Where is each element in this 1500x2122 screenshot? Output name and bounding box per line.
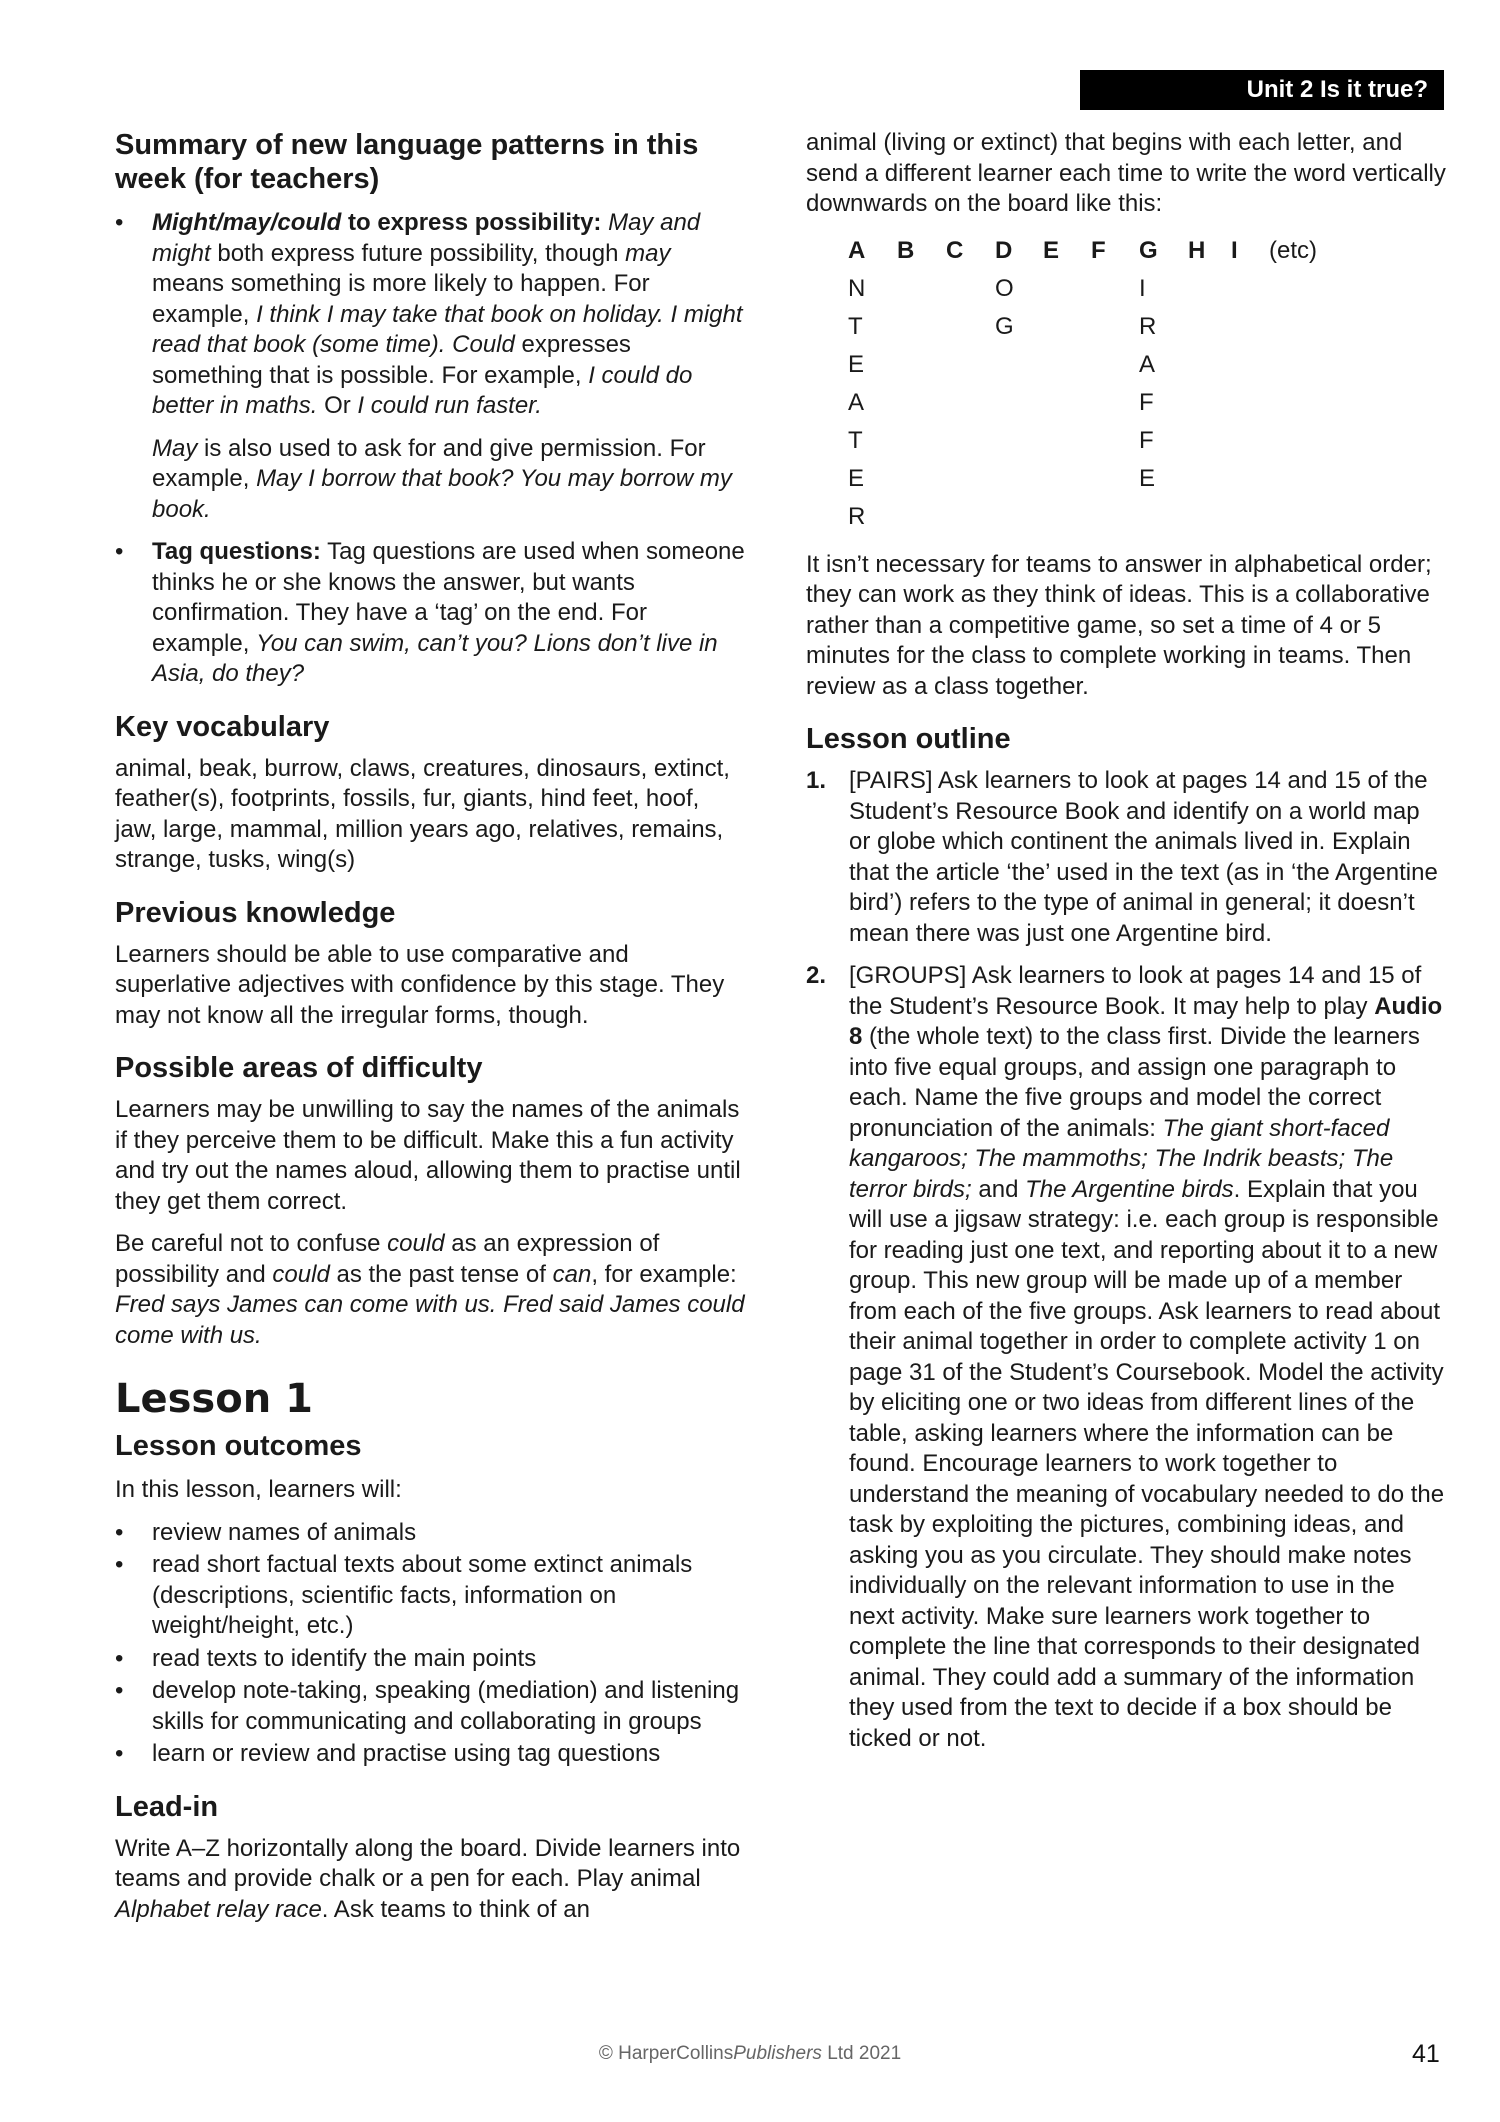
lesson-outcomes-intro: In this lesson, learners will: [115, 1476, 402, 1503]
unit-title: Unit 2 Is it true? [1246, 76, 1428, 103]
grid-letter [1188, 346, 1231, 384]
outline-step-2: 2. [GROUPS] Ask learners to look at pages 14 and 15 of the Student’s Resource Book. It may help to play Audio 8 (the whole text) to the class first. Divide the learners into five equal groups, and assign one paragraph to each. Name the five groups and model the correct pronunciation of the animals: The giant short-faced kangaroos; The mammoths; The Indrik beasts; The terror birds; and The Argentine birds. Explain that you will use a jigsaw strategy: i.e. each group is responsible for reading just one text, and reporting about it to a new group. This new group will be made up of a member from each of the five groups. Ask learners to read about their animal together in order to complete activity 1 on page 31 of the Student’s Coursebook. Model the activity by eliciting one or two ideas from different lines of the table, asking learners where the information can be found. Encourage learners to work together to understand the meaning of vocabulary needed to do the task by exploiting the pictures, combining ideas, and asking you as you circulate. They should make notes individually on the relevant information to use in the next activity. Make sure learners work together to complete the line that corresponds to their designated animal. They could add a summary of the information they used from the text to decide if a box should be ticked or not. [806, 962, 1445, 1752]
grid-letter [1231, 308, 1269, 346]
step-number: 2. [806, 962, 827, 989]
grid-letter [1043, 384, 1091, 422]
lesson-outline-list [806, 766, 1446, 1754]
grid-letter [1269, 346, 1329, 384]
grid-letter: A [1139, 350, 1156, 378]
grid-letter: T [848, 426, 863, 454]
right-column [806, 128, 1446, 1766]
grid-letter [1043, 308, 1091, 346]
grid-letter [995, 384, 1043, 422]
lead-in-text: Write A–Z horizontally along the board. Divide learners into teams and provide chalk or a pen for each. Play animal Alphabet relay race. Ask teams to think of an [115, 1834, 741, 1923]
grid-letter: O [995, 274, 1014, 302]
permission-paragraph: May is also used to ask for and give permission. For example, May I borrow that book? You may borrow my book. [152, 434, 732, 523]
copyright-footer: © HarperCollinsPublishers Ltd 2021 [598, 2043, 902, 2064]
grid-letter [1091, 384, 1139, 422]
outline-step-1: 1. [PAIRS] Ask learners to look at pages 14 and 15 of the Student’s Resource Book and identify on a world map or globe which continent the animals lived in. Explain that the article ‘the’ used in the text (as in ‘the Argentine bird’) refers to the type of animal in general; it doesn’t mean there was just one Argentine bird. [806, 767, 1438, 947]
grid-letter: I [1139, 274, 1146, 302]
summary-heading: Summary of new language patterns in this week (for teachers) [115, 129, 699, 195]
grid-letter: F [1139, 426, 1154, 454]
list-item: • read short factual texts about some extinct animals (descriptions, scientific facts, information on weight/height, etc.) [115, 1550, 745, 1642]
grid-letter [1091, 346, 1139, 384]
grid-letter [1188, 460, 1231, 498]
grid-letter [946, 308, 995, 346]
key-vocabulary-heading: Key vocabulary [115, 710, 330, 743]
lesson-title: Lesson 1 [115, 1376, 313, 1422]
grid-letter [1043, 346, 1091, 384]
grid-letter [1188, 308, 1231, 346]
grid-letter [1269, 308, 1329, 346]
summary-list [115, 208, 745, 422]
grid-letter [1091, 498, 1139, 536]
grid-letter: A [848, 388, 865, 416]
unit-header-banner [1080, 70, 1444, 110]
grid-header-letter: E [1043, 236, 1060, 264]
grid-letter [995, 498, 1043, 536]
previous-knowledge-heading: Previous knowledge [115, 896, 396, 929]
difficulty-text-1: Learners may be unwilling to say the names of the animals if they perceive them to be difficult. Make this a fun activity and try out the names aloud, allowing them to practise until they get them correct. [115, 1096, 741, 1215]
list-item: • learn or review and practise using tag questions [115, 1739, 745, 1770]
after-grid-text: It isn’t necessary for teams to answer in alphabetical order; they can work as they think of ideas. This is a collaborative rather than a competitive game, so set a time of 4 or 5 minutes for the class to complete working in teams. Then review as a class together. [806, 550, 1432, 700]
grid-letter [1188, 498, 1231, 536]
grid-letter [946, 384, 995, 422]
grid-letter [946, 460, 995, 498]
bullet-tag-questions: • Tag questions: Tag questions are used when someone thinks he or she knows the answer, but wants confirmation. They have a ‘tag’ on the end. For example, You can swim, can’t you? Lions don’t live in Asia, do they? [115, 537, 745, 690]
grid-letter [1231, 384, 1269, 422]
step-number: 1. [806, 767, 827, 794]
grid-header-letter: G [1139, 236, 1158, 264]
grid-letter [897, 460, 946, 498]
left-column [115, 128, 745, 1937]
grid-letter [897, 422, 946, 460]
list-item: • develop note-taking, speaking (mediation) and listening skills for communicating and collaborating in groups [115, 1676, 745, 1737]
bullet-might-may-could: • Might/may/could to express possibility: May and might both express future possibility, though may means something is more likely to happen. For example, I think I may take that book on holiday. I might read that book (some time). Could expresses something that is possible. For example, I could do better in maths. Or I could run faster. [115, 208, 745, 422]
list-item: • review names of animals [115, 1518, 745, 1549]
grid-letter [1139, 498, 1188, 536]
grid-letter [897, 346, 946, 384]
grid-letter [946, 346, 995, 384]
key-vocabulary-text: animal, beak, burrow, claws, creatures, dinosaurs, extinct, feather(s), footprints, fossils, fur, giants, hind feet, hoof, jaw, large, mammal, million years ago, relatives, remains, strange, tusks, wing(s) [115, 754, 730, 873]
grid-letter [897, 498, 946, 536]
grid-header-letter: F [1091, 236, 1106, 264]
grid-header-letter: H [1188, 236, 1206, 264]
grid-letter [946, 270, 995, 308]
grid-letter [1091, 270, 1139, 308]
grid-letter [897, 270, 946, 308]
grid-letter [1043, 498, 1091, 536]
grid-header-letter: A [848, 236, 866, 264]
grid-letter: E [848, 464, 865, 492]
grid-letter [1269, 498, 1329, 536]
page-number: 41 [1412, 2040, 1440, 2068]
lesson-outcomes-list [115, 1518, 745, 1770]
grid-letter: F [1139, 388, 1154, 416]
grid-letter [1231, 270, 1269, 308]
grid-letter [1043, 422, 1091, 460]
list-item: • read texts to identify the main points [115, 1644, 745, 1675]
difficulty-heading: Possible areas of difficulty [115, 1052, 483, 1084]
grid-letter [1269, 422, 1329, 460]
lead-in-heading: Lead-in [115, 1790, 219, 1823]
grid-letter [1043, 460, 1091, 498]
grid-letter [897, 384, 946, 422]
grid-letter [1188, 270, 1231, 308]
lesson-outcomes-heading: Lesson outcomes [115, 1430, 362, 1462]
grid-letter [1091, 460, 1139, 498]
grid-header-letter: B [897, 236, 915, 264]
grid-letter [1231, 460, 1269, 498]
grid-letter [995, 422, 1043, 460]
grid-letter [1091, 308, 1139, 346]
grid-letter [1269, 384, 1329, 422]
grid-letter: R [848, 502, 866, 530]
tag-questions-list [115, 537, 745, 690]
grid-letter [995, 460, 1043, 498]
grid-letter [1043, 270, 1091, 308]
grid-header-letter: I [1231, 236, 1238, 264]
grid-letter [897, 308, 946, 346]
grid-letter [1269, 460, 1329, 498]
previous-knowledge-text: Learners should be able to use comparative and superlative adjectives with confidence by this stage. They may not know all the irregular forms, though. [115, 940, 725, 1029]
grid-letter: G [995, 312, 1014, 340]
grid-letter [1188, 384, 1231, 422]
difficulty-text-2: Be careful not to confuse could as an expression of possibility and could as the past tense of can, for example: Fred says James can come with us. Fred said James could come with us. [115, 1230, 745, 1349]
grid-letter [995, 346, 1043, 384]
lesson-outline-heading: Lesson outline [806, 723, 1011, 755]
grid-letter [946, 422, 995, 460]
grid-letter [1231, 422, 1269, 460]
grid-letter: T [848, 312, 863, 340]
grid-letter: E [1139, 464, 1156, 492]
grid-header-letter: (etc) [1269, 236, 1317, 264]
grid-letter [946, 498, 995, 536]
grid-letter: R [1139, 312, 1157, 340]
grid-letter [1231, 498, 1269, 536]
grid-header-letter: D [995, 236, 1013, 264]
grid-letter: N [848, 274, 866, 302]
grid-letter [1231, 346, 1269, 384]
grid-letter [1091, 422, 1139, 460]
alphabet-relay-grid [848, 232, 1446, 536]
grid-letter [1188, 422, 1231, 460]
lead-in-continued-text: animal (living or extinct) that begins with each letter, and send a different learner each time to write the word vertically downwards on the board like this: [806, 129, 1446, 217]
grid-letter: E [848, 350, 865, 378]
grid-header-letter: C [946, 236, 964, 264]
grid-letter [1269, 270, 1329, 308]
